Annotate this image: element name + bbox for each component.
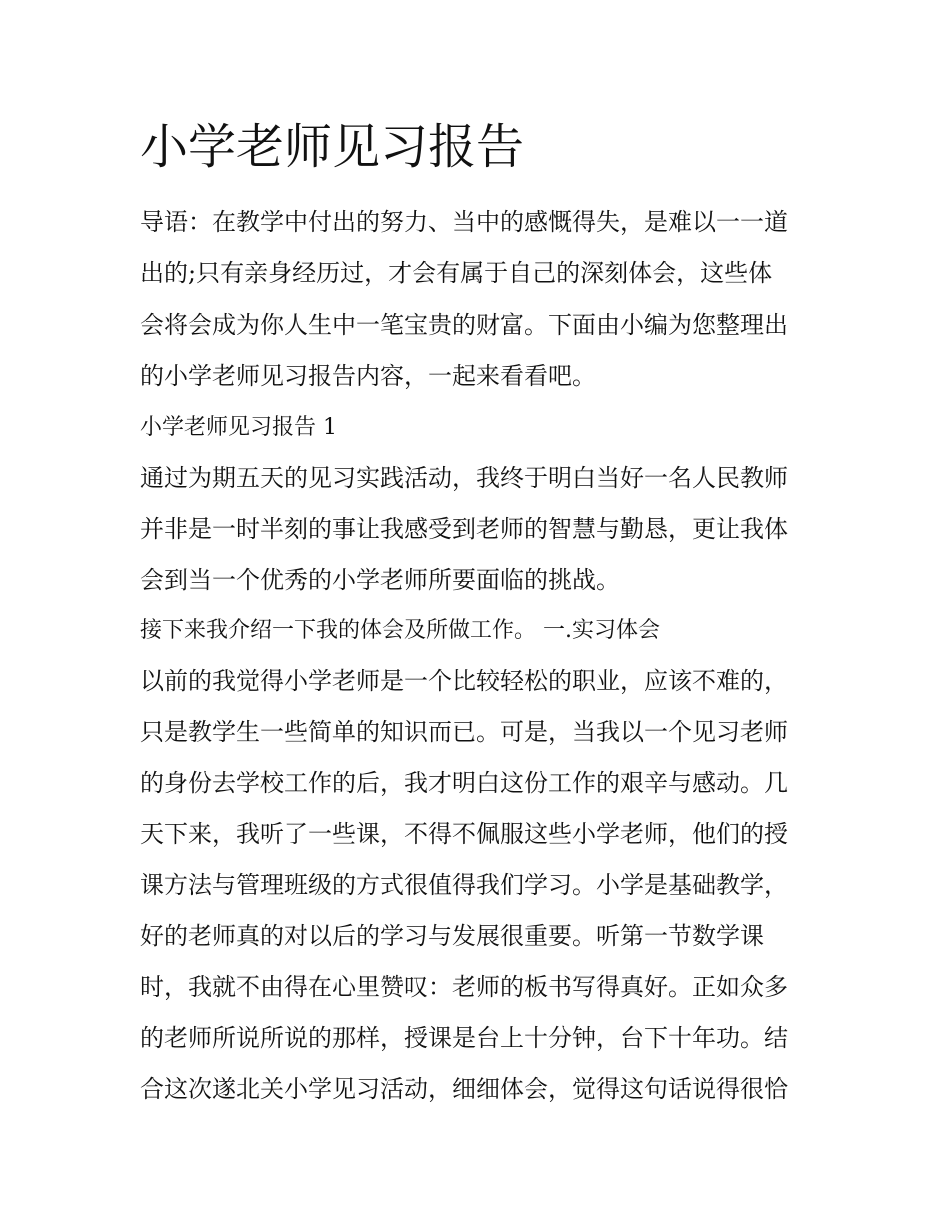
- section-intro-line: 接下来我介绍一下我的体会及所做工作。 一.实习体会: [140, 618, 660, 643]
- paragraph-line: 通过为期五天的见习实践活动，我终于明白当好一名人民教师: [140, 464, 788, 492]
- section-heading-1: 小学老师见习报告 1: [140, 415, 337, 440]
- intro-line-3: 会将会成为你人生中一笔宝贵的财富。下面由小编为您整理出: [140, 311, 788, 339]
- paragraph-line: 好的老师真的对以后的学习与发展很重要。听第一节数学课: [140, 922, 764, 950]
- document-title: 小学老师见习报告: [140, 119, 525, 175]
- paragraph-line: 只是教学生一些简单的知识而已。可是，当我以一个见习老师: [140, 718, 788, 746]
- intro-line-1: 导语：在教学中付出的努力、当中的感慨得失，是难以一一道: [140, 208, 788, 236]
- paragraph-line: 并非是一时半刻的事让我感受到老师的智慧与勤恳，更让我体: [140, 515, 788, 543]
- paragraph-line: 的身份去学校工作的后，我才明白这份工作的艰辛与感动。几: [140, 769, 788, 797]
- paragraph-line: 时，我就不由得在心里赞叹：老师的板书写得真好。正如众多: [140, 973, 788, 1001]
- intro-line-2: 出的;只有亲身经历过，才会有属于自己的深刻体会，这些体: [140, 259, 773, 287]
- paragraph-line: 以前的我觉得小学老师是一个比较轻松的职业，应该不难的，: [140, 667, 788, 695]
- paragraph-line: 天下来，我听了一些课，不得不佩服这些小学老师，他们的授: [140, 820, 788, 848]
- paragraph-line: 会到当一个优秀的小学老师所要面临的挑战。: [140, 566, 620, 594]
- paragraph-line: 合这次遂北关小学见习活动，细细体会，觉得这句话说得很恰: [140, 1075, 788, 1103]
- intro-line-4: 的小学老师见习报告内容，一起来看看吧。: [140, 362, 596, 390]
- paragraph-line: 课方法与管理班级的方式很值得我们学习。小学是基础教学，: [140, 871, 788, 899]
- paragraph-line: 的老师所说所说的那样，授课是台上十分钟，台下十年功。结: [140, 1024, 788, 1052]
